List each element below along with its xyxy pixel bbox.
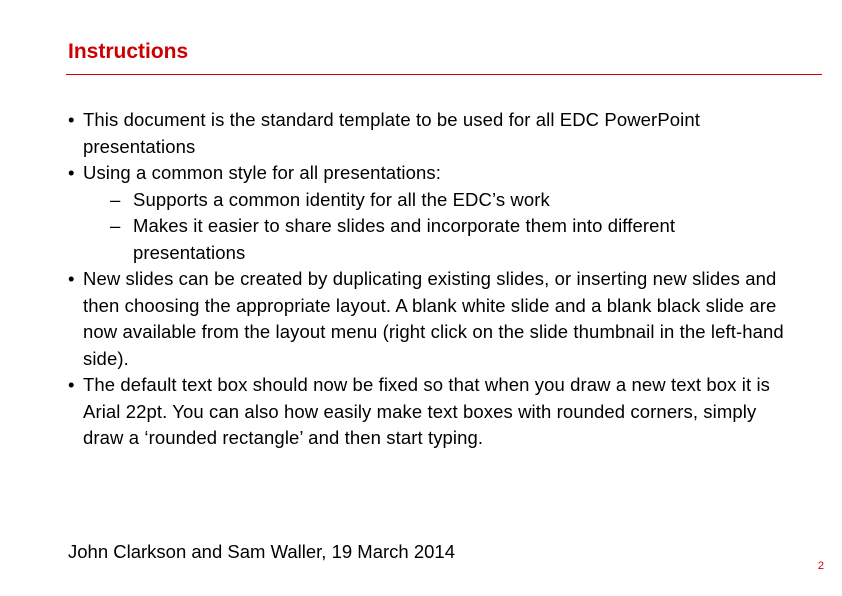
sub-bullet-item-2 xyxy=(83,213,788,266)
bullet-icon: • xyxy=(68,109,75,130)
title-divider xyxy=(66,74,822,75)
bullet-item-1 xyxy=(68,107,788,160)
sub-bullet-text: Makes it easier to share slides and incorporate them into different presentations xyxy=(133,215,676,263)
bullet-icon: • xyxy=(68,268,75,289)
slide-title: Instructions xyxy=(68,40,189,63)
author-date-footer: John Clarkson and Sam Waller, 19 March 2014 xyxy=(68,541,455,562)
bullet-list xyxy=(68,107,788,452)
bullet-icon: • xyxy=(68,162,75,183)
bullet-item-2 xyxy=(68,160,788,266)
page-number: 2 xyxy=(817,560,824,572)
bullet-icon: • xyxy=(68,374,75,395)
bullet-item-3 xyxy=(68,266,788,372)
bullet-text: Using a common style for all presentations: xyxy=(83,162,442,183)
bullet-text: New slides can be created by duplicating existing slides, or inserting new slides and then choosing the appropriate layout. A blank white slide and a blank black slide are now available from the layout menu (right click on the slide thumbnail in the left-hand side). xyxy=(83,268,784,369)
sub-bullet-item-1 xyxy=(83,187,788,214)
bullet-item-4 xyxy=(68,372,788,452)
sub-bullet-list xyxy=(83,187,788,267)
bullet-text: The default text box should now be fixed so that when you draw a new text box it is Arial 22pt. You can also how easily make text boxes with rounded corners, simply draw a ‘rounded rectangle’ and then start typing. xyxy=(83,374,771,448)
sub-bullet-text: Supports a common identity for all the EDC’s work xyxy=(133,188,550,210)
bullet-text: This document is the standard template to be used for all EDC PowerPoint presentations xyxy=(83,109,700,157)
dash-icon: – xyxy=(110,188,121,210)
dash-icon: – xyxy=(110,215,121,236)
